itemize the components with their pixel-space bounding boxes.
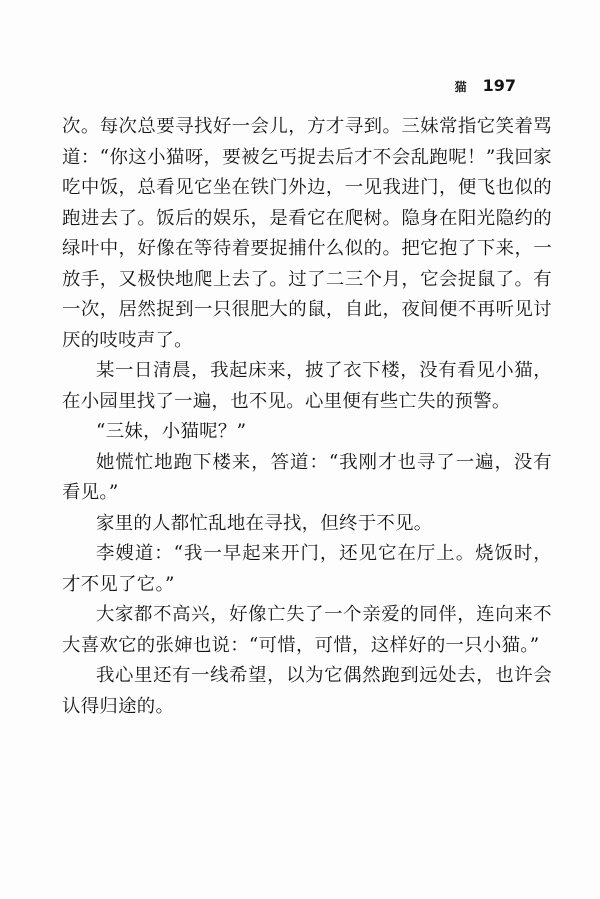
page-number: 197 <box>482 76 516 95</box>
paragraph-2: 某一日清晨，我起床来，披了衣下楼，没有看见小猫，在小园里找了一遍，也不见。心里便有些亡失的预警。 <box>62 360 552 412</box>
paragraph-1: 次。每次总要寻找好一会儿，方才寻到。三妹常指它笑着骂道：“你这小猫呀，要被乞丐捉去后才不会乱跑呢！”我回家吃中饭，总看见它坐在铁门外边，一见我进门，便飞也似的跑进去了。饭后的娱乐，是看它在爬树。隐身在阳光隐约的绿叶中，好像在等待着要捉捕什么似的。把它抱了下来，一放手，又极快地爬上去了。过了二三个月，它会捉鼠了。有一次，居然捉到一只很肥大的鼠，自此，夜间便不再听见讨厌的吱吱声了。 <box>62 116 552 351</box>
paragraph-6: 李嫂道：“我一早起来开门，还见它在厅上。烧饭时，才不见了它。” <box>62 543 552 595</box>
body-text <box>62 112 552 722</box>
paragraph-3: “三妹，小猫呢？” <box>96 421 247 442</box>
running-header <box>455 76 516 95</box>
section-title: 猫 <box>454 80 467 94</box>
paragraph-8: 我心里还有一线希望，以为它偶然跑到远处去，也许会认得归途的。 <box>62 665 552 717</box>
paragraph-5: 家里的人都忙乱地在寻找，但终于不见。 <box>96 512 433 534</box>
paragraph-7: 大家都不高兴，好像亡失了一个亲爱的同伴，连向来不大喜欢它的张婶也说：“可惜，可惜，这样好的一只小猫。” <box>62 604 552 656</box>
paragraph-4: 她慌忙地跑下楼来，答道：“我刚才也寻了一遍，没有看见。” <box>62 451 552 503</box>
